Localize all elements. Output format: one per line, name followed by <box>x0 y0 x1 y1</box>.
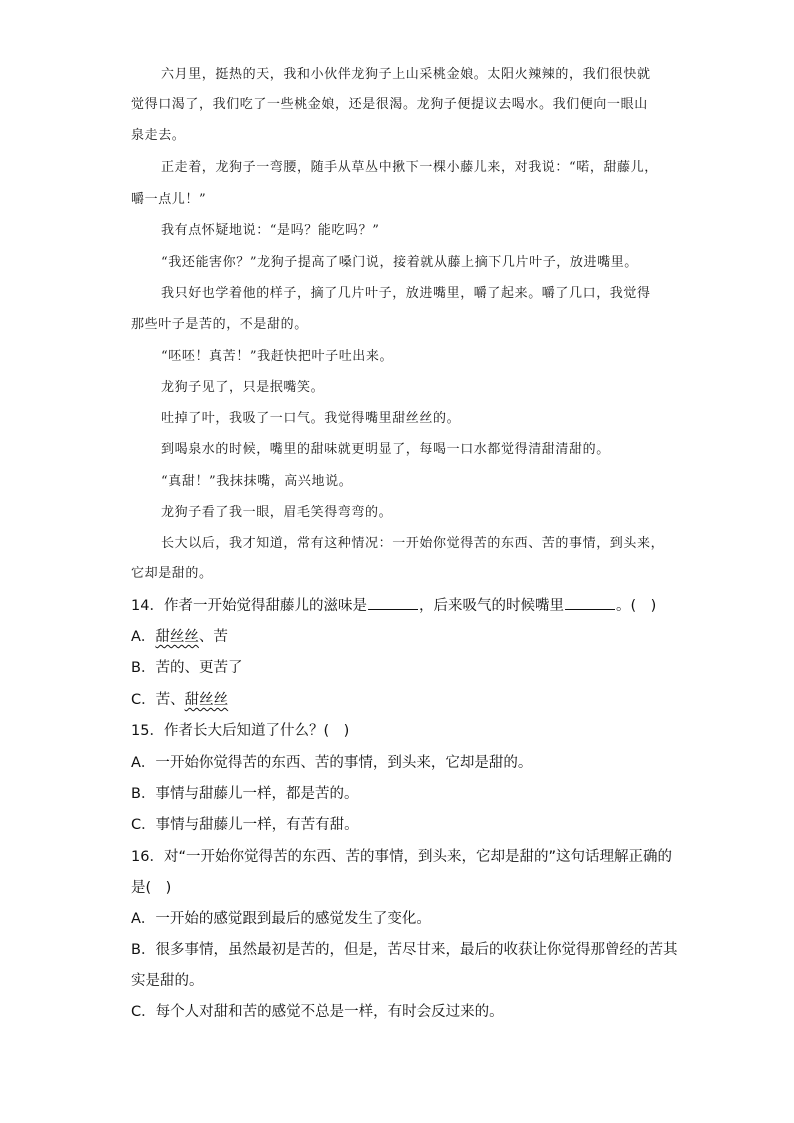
passage-line-16: 长大以后，我才知道，常有这种情况：一开始你觉得苦的东西、苦的事情，到头来， <box>161 536 665 551</box>
passage-line-9: 那些叶子是苦的，不是甜的。 <box>131 317 308 332</box>
passage-line-10: “呸呸！真苦！”我赶快把叶子吐出来。 <box>161 349 394 364</box>
q16-option-a[interactable]: A．一开始的感觉跟到最后的感觉发生了变化。 <box>131 911 431 927</box>
passage-line-3: 泉走去。 <box>131 128 186 143</box>
q16-option-b-line-1[interactable]: B．很多事情，虽然最初是苦的，但是，苦尽甘来，最后的收获让你觉得那曾经的苦其 <box>131 942 678 958</box>
q15-option-c[interactable]: C．事情与甜藤儿一样，有苦有甜。 <box>131 817 359 833</box>
q14-text-3: 。( ) <box>615 598 657 614</box>
passage-line-14: “真甜！”我抹抹嘴，高兴地说。 <box>161 474 353 489</box>
passage-line-1: 六月里，挺热的天，我和小伙伴龙狗子上山采桃金娘。太阳火辣辣的，我们很快就 <box>161 67 651 82</box>
passage-line-5: 嚼一点儿！” <box>131 192 207 207</box>
passage-line-13: 到喝泉水的时候，嘴里的甜味就更明显了，每喝一口水都觉得清甜清甜的。 <box>161 442 610 457</box>
question-14-stem <box>131 597 656 615</box>
question-16-stem-line-1: 16．对“一开始你觉得苦的东西、苦的事情，到头来，它却是甜的”这句话理解正确的 <box>131 849 672 865</box>
passage-line-2: 觉得口渴了，我们吃了一些桃金娘，还是很渴。龙狗子便提议去喝水。我们便向一眼山 <box>131 97 648 112</box>
passage-line-7: “我还能害你？”龙狗子提高了嗓门说，接着就从藤上摘下几片叶子，放进嘴里。 <box>161 255 638 270</box>
q14-text-1: 14．作者一开始觉得甜藤儿的滋味是 <box>131 598 367 614</box>
passage-line-17: 它却是甜的。 <box>131 566 213 581</box>
question-15-stem: 15．作者长大后知道了什么？( ) <box>131 723 350 739</box>
q15-option-b[interactable]: B．事情与甜藤儿一样，都是苦的。 <box>131 786 359 802</box>
passage-line-11: 龙狗子见了，只是抿嘴笑。 <box>161 380 325 395</box>
passage-line-8: 我只好也学着他的样子，摘了几片叶子，放进嘴里，嚼了起来。嚼了几口，我觉得 <box>161 286 651 301</box>
passage-line-12: 吐掉了叶，我吸了一口气。我觉得嘴里甜丝丝的。 <box>161 411 461 426</box>
q14-blank-2[interactable] <box>565 597 615 610</box>
q14-text-2: ，后来吸气的时候嘴里 <box>418 598 564 614</box>
passage-line-4: 正走着，龙狗子一弯腰，随手从草丛中揪下一棵小藤儿来，对我说：“喏，甜藤儿， <box>161 160 658 175</box>
q16-option-b-line-2[interactable]: 实是甜的。 <box>131 973 204 989</box>
wavy-underlined-text: 甜丝丝 <box>184 692 229 708</box>
q14-option-a[interactable]: A．甜丝丝、苦 <box>131 629 228 645</box>
q14-blank-1[interactable] <box>368 597 418 610</box>
question-16-stem-line-2: 是( ) <box>131 880 172 896</box>
passage-line-6: 我有点怀疑地说：“是吗？能吃吗？” <box>161 223 380 238</box>
q15-option-a[interactable]: A．一开始你觉得苦的东西、苦的事情，到头来，它却是甜的。 <box>131 755 533 771</box>
q16-option-c[interactable]: C．每个人对甜和苦的感觉不总是一样，有时会反过来的。 <box>131 1004 504 1020</box>
wavy-underlined-text: 甜丝丝 <box>155 629 199 645</box>
q14-option-b[interactable]: B．苦的、更苦了 <box>131 660 243 676</box>
passage-line-15: 龙狗子看了我一眼，眉毛笑得弯弯的。 <box>161 505 393 520</box>
q14-option-c[interactable]: C．苦、甜丝丝 <box>131 692 229 708</box>
